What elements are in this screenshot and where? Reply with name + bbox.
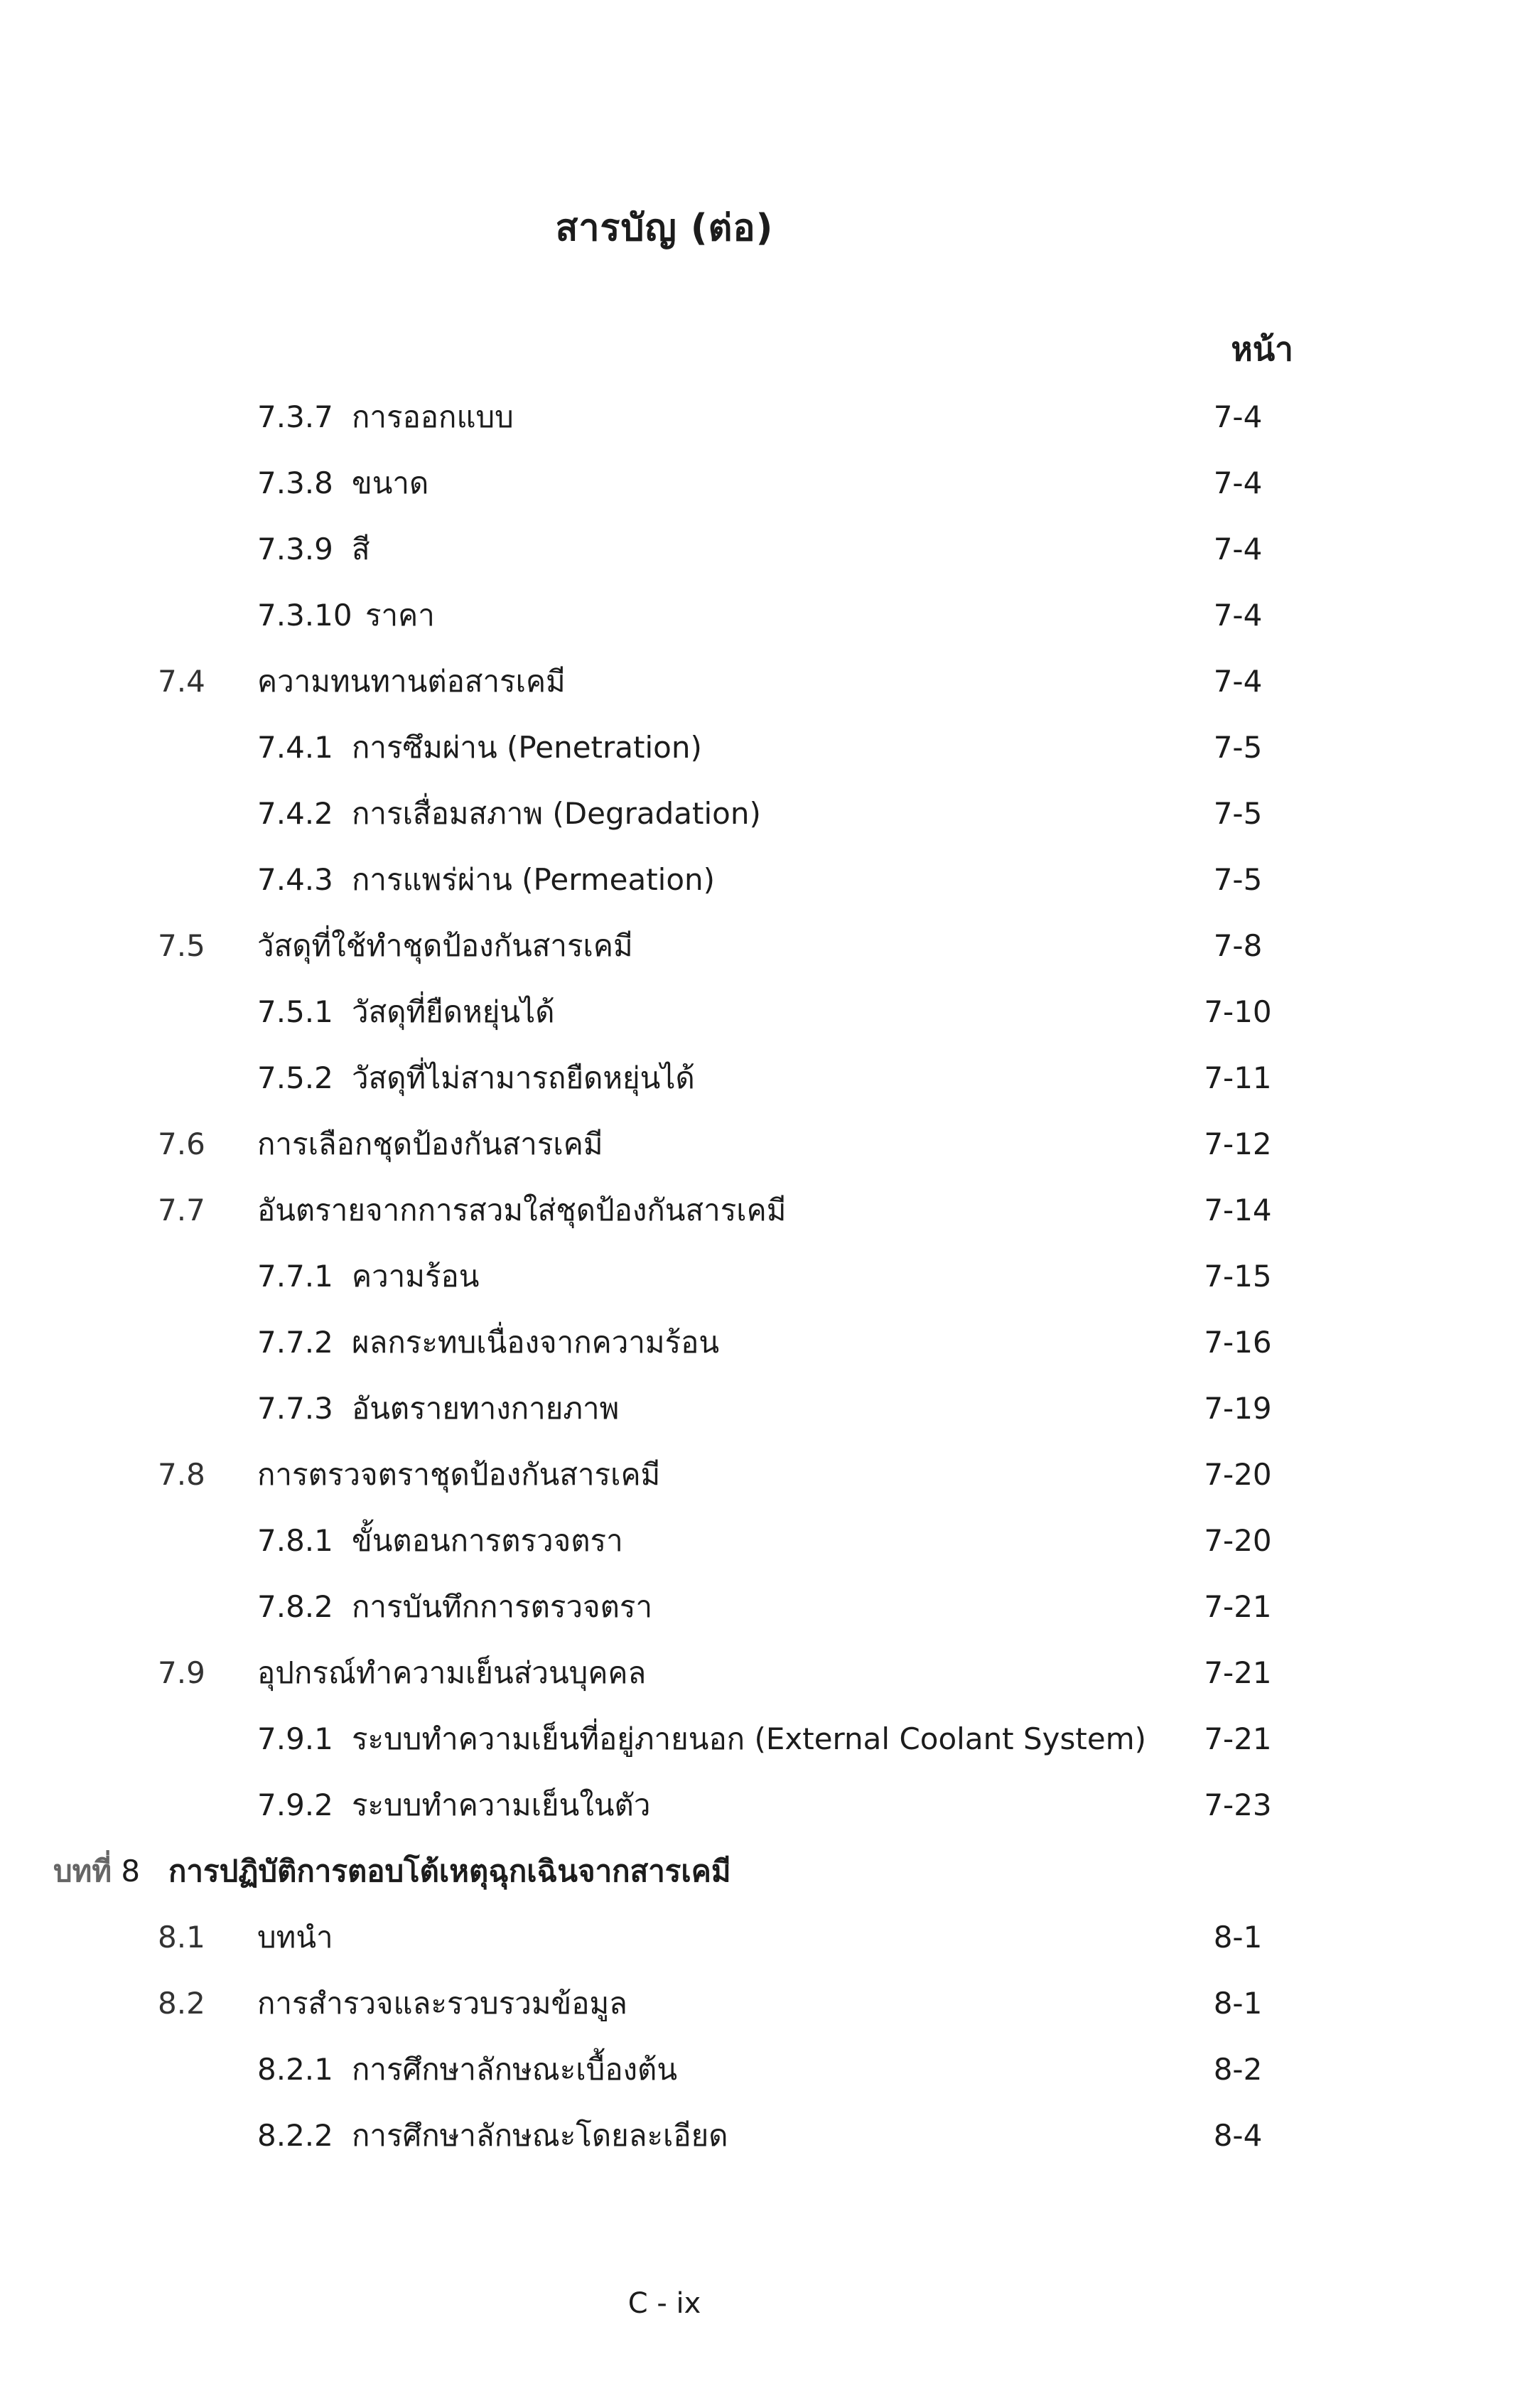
toc-entry-page: 7-11 [1204,1060,1272,1095]
toc-entry-number: 8.2.2 [257,2118,333,2153]
toc-entry-text: บทนำ [257,1920,333,1955]
toc-entry-number: 7.4.1 [257,730,333,765]
toc-entry-number: 7.7.3 [257,1391,333,1426]
toc-entry-page: 7-4 [1213,598,1263,633]
toc-entry-text: ระบบทำความเย็นที่อยู่ภายนอก (External Coolant System) [352,1721,1147,1756]
toc-entry-text: อุปกรณ์ทำความเย็นส่วนบุคคล [257,1655,647,1690]
toc-entry [0,1640,1515,1706]
toc-entry-page: 7-5 [1213,862,1263,897]
toc-entry-text: การเสื่อมสภาพ (Degradation) [352,796,761,831]
toc-entry [0,1111,1515,1177]
toc-entry-page: 7-12 [1204,1127,1272,1161]
toc-entry [0,2036,1515,2102]
toc-chapter-num: 8 [121,1854,141,1888]
toc-entry-page: 7-21 [1204,1589,1272,1624]
toc-entry-number: 7.8 [158,1457,205,1492]
toc-entry-number: 7.3.8 [257,466,333,500]
toc-entry-text: วัสดุที่ไม่สามารถยืดหยุ่นได้ [352,1060,695,1095]
toc-entry-page: 7-5 [1213,730,1263,765]
toc-entry-text: ระบบทำความเย็นในตัว [352,1788,651,1822]
toc-entry [0,1309,1515,1375]
toc-entry-number: 7.9.2 [257,1788,333,1822]
toc-entry-number: 8.2.1 [257,2052,333,2087]
toc-entry [0,1243,1515,1309]
toc-entry-page: 7-19 [1204,1391,1272,1426]
toc-entry-text: อันตรายจากการสวมใส่ชุดป้องกันสารเคมี [257,1193,787,1227]
toc-entry [0,979,1515,1045]
toc-entry-number: 7.4 [158,664,205,699]
toc-entry-number: 7.5.2 [257,1060,333,1095]
page-column-header: หน้า [1231,330,1293,368]
toc-entry [0,648,1515,714]
toc-entry-number: 8.2 [158,1986,205,2021]
page-footer-number: C - ix [627,2287,701,2320]
toc-entry-number: 7.3.10 [257,598,352,633]
toc-entry [0,582,1515,648]
toc-entry-number: 7.3.7 [257,399,333,434]
toc-entry-text: การตรวจตราชุดป้องกันสารเคมี [257,1457,661,1492]
toc-entry-number: 7.4.3 [257,862,333,897]
toc-entry-text: วัสดุที่ใช้ทำชุดป้องกันสารเคมี [257,928,633,963]
toc-chapter-heading [0,1838,1515,1904]
toc-entry-page: 7-21 [1204,1655,1272,1690]
toc-entry-page: 7-23 [1204,1788,1272,1822]
toc-entry-page: 8-2 [1213,2052,1263,2087]
toc-entry-page: 8-1 [1213,1920,1263,1955]
toc-entry-text: ราคา [365,598,435,633]
toc-entry [0,1970,1515,2036]
toc-entry [0,1045,1515,1111]
toc-entry-text: ผลกระทบเนื่องจากความร้อน [352,1325,720,1360]
toc-entry [0,780,1515,846]
toc-entry-text: ขั้นตอนการตรวจตรา [352,1523,623,1558]
toc-entry-page: 7-16 [1204,1325,1272,1360]
toc-entry-text: การศึกษาลักษณะโดยละเอียด [352,2118,728,2153]
toc-entry-number: 7.4.2 [257,796,333,831]
toc-entry-number: 8.1 [158,1920,205,1955]
toc-entry-number: 7.8.1 [257,1523,333,1558]
toc-entry [0,1772,1515,1838]
toc-entry-text: การซึมผ่าน (Penetration) [352,730,702,765]
toc-entry-page: 7-4 [1213,532,1263,566]
toc-entry-text: วัสดุที่ยืดหยุ่นได้ [352,994,555,1029]
toc-entry-number: 7.5 [158,928,205,963]
toc-entry-page: 8-1 [1213,1986,1263,2021]
toc-entry-text: การแพร่ผ่าน (Permeation) [352,862,716,897]
toc-entry-page: 7-4 [1213,466,1263,500]
toc-entry [0,1507,1515,1574]
toc-entry-page: 7-20 [1204,1457,1272,1492]
toc-entry [0,1375,1515,1441]
toc-entry-number: 7.7 [158,1193,205,1227]
toc-entry-number: 7.6 [158,1127,205,1161]
toc-entry-number: 7.3.9 [257,532,333,566]
toc-entry [0,1706,1515,1772]
page-title: สารบัญ (ต่อ) [555,207,774,249]
toc-entry [0,516,1515,582]
toc-entry-text: การสำรวจและรวบรวมข้อมูล [257,1986,627,2021]
toc-chapter-text: การปฏิบัติการตอบโต้เหตุฉุกเฉินจากสารเคมี [168,1854,731,1888]
toc-entry-text: สี [352,532,370,566]
toc-chapter-number [53,1838,140,1904]
toc-entry-page: 7-20 [1204,1523,1272,1558]
toc-entry-number: 7.5.1 [257,994,333,1029]
toc-entry-page: 7-5 [1213,796,1263,831]
toc-entry-text: อันตรายทางกายภาพ [352,1391,620,1426]
toc-entry-number: 7.7.1 [257,1259,333,1294]
toc-entry-text: ความทนทานต่อสารเคมี [257,664,566,699]
toc-entry [0,714,1515,780]
toc-entry [0,1574,1515,1640]
toc-entry [0,846,1515,913]
toc-entry-page: 7-21 [1204,1721,1272,1756]
toc-entry-text: การเลือกชุดป้องกันสารเคมี [257,1127,603,1161]
toc-entry-text: การออกแบบ [352,399,514,434]
toc-entry [0,913,1515,979]
toc-entry-text: การศึกษาลักษณะเบื้องต้น [352,2052,678,2087]
toc-entry [0,1177,1515,1243]
toc-entry-page: 7-4 [1213,399,1263,434]
toc-entry-number: 7.9.1 [257,1721,333,1756]
toc-entry-page: 8-4 [1213,2118,1263,2153]
table-of-contents [0,384,1515,2168]
toc-entry-page: 7-10 [1204,994,1272,1029]
toc-entry-text: การบันทึกการตรวจตรา [352,1589,653,1624]
toc-entry [0,1441,1515,1507]
toc-entry-page: 7-8 [1213,928,1263,963]
toc-entry [0,2102,1515,2168]
toc-entry-page: 7-4 [1213,664,1263,699]
toc-entry [0,1904,1515,1970]
toc-entry [0,384,1515,450]
toc-entry-number: 7.8.2 [257,1589,333,1624]
toc-chapter-label: บทที่ [53,1854,112,1888]
toc-entry-page: 7-14 [1204,1193,1272,1227]
toc-entry-page: 7-15 [1204,1259,1272,1294]
toc-entry-text: ขนาด [352,466,429,500]
toc-entry-text: ความร้อน [352,1259,480,1294]
toc-entry-number: 7.7.2 [257,1325,333,1360]
toc-entry-number: 7.9 [158,1655,205,1690]
toc-entry [0,450,1515,516]
